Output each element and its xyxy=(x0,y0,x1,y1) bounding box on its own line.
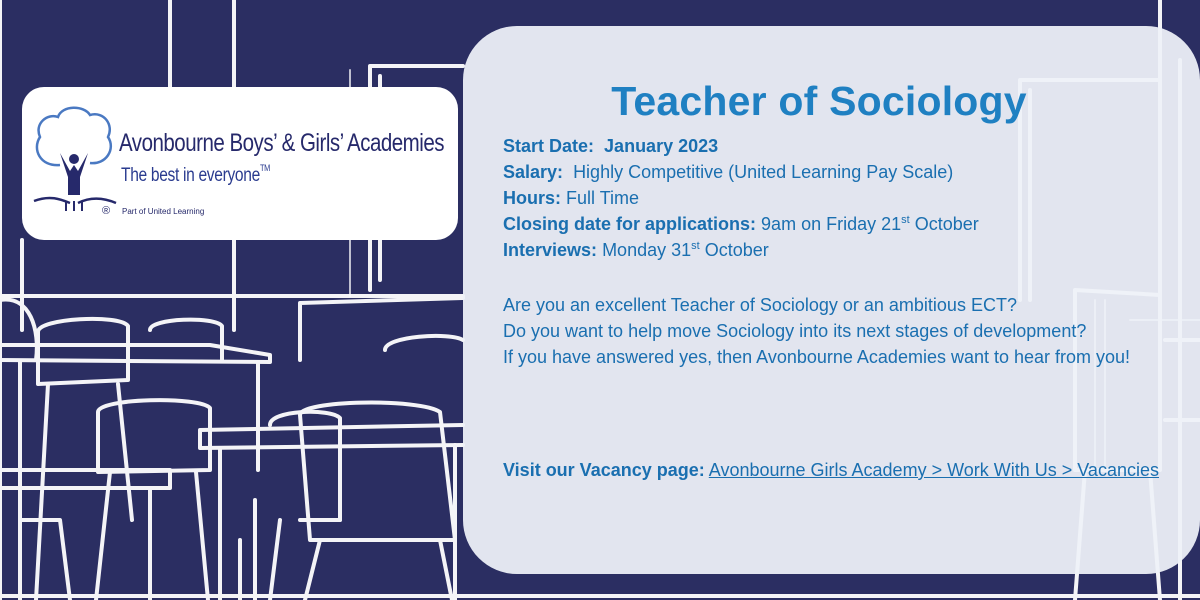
hours-label: Hours: xyxy=(503,188,561,208)
pitch-line-2: Do you want to help move Sociology into its next stages of development? xyxy=(503,321,1087,341)
logo-tagline: The best in everyone™ xyxy=(121,163,270,186)
hours-row xyxy=(503,185,979,211)
salary-label: Salary: xyxy=(503,162,564,182)
interviews-value: Monday 31st October xyxy=(602,240,769,260)
interviews-row xyxy=(503,237,979,263)
registered-mark: ® xyxy=(102,205,111,217)
closing-date-label: Closing date for applications: xyxy=(503,214,757,234)
logo-subtitle: Part of United Learning xyxy=(122,207,205,216)
start-date-label: Start Date: xyxy=(503,136,595,156)
salary-row xyxy=(503,159,979,185)
closing-date-value: 9am on Friday 21st October xyxy=(761,214,979,234)
job-details xyxy=(503,133,979,263)
trademark-mark: TM xyxy=(259,163,270,173)
job-title: Teacher of Sociology xyxy=(611,78,1027,124)
vacancy-page-info xyxy=(503,457,1163,483)
logo-title: Avonbourne Boys’ & Girls’ Academies xyxy=(119,129,445,157)
start-date-row xyxy=(503,133,979,159)
pitch-line-3: If you have answered yes, then Avonbourne Academies want to hear from you! xyxy=(503,347,1131,367)
interviews-label: Interviews: xyxy=(503,240,598,260)
closing-date-row xyxy=(503,211,979,237)
pitch-line-1: Are you an excellent Teacher of Sociology or an ambitious ECT? xyxy=(503,295,1017,315)
start-date-value: January 2023 xyxy=(604,136,719,156)
vacancy-page-label: Visit our Vacancy page: xyxy=(503,460,705,480)
tree-figure-logo-icon xyxy=(30,103,118,215)
vacancy-page-link[interactable]: Avonbourne Girls Academy > Work With Us > Vacancies xyxy=(708,460,1159,480)
job-pitch xyxy=(503,292,1163,370)
hours-value: Full Time xyxy=(566,188,640,208)
academy-logo-card xyxy=(22,87,458,240)
salary-value: Highly Competitive (United Learning Pay Scale) xyxy=(573,162,954,182)
